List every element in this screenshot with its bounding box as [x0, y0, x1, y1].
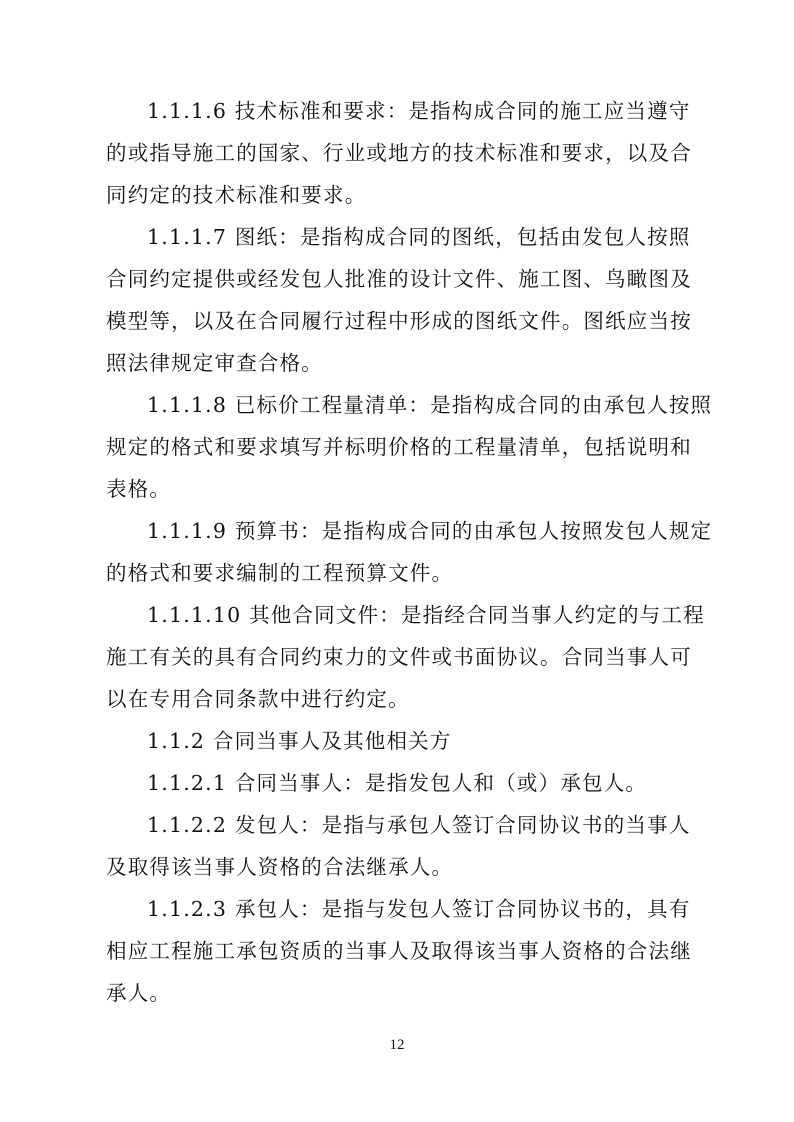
text-line: 1.1.2.1 合同当事人：是指发包人和（或）承包人。	[147, 771, 648, 795]
text-line: 1.1.1.7 图纸：是指构成合同的图纸，包括由发包人按照	[147, 225, 691, 249]
text-line: 表格。	[106, 477, 172, 501]
text-line: 1.1.1.10 其他合同文件：是指经合同当事人约定的与工程	[147, 603, 705, 627]
text-line: 规定的格式和要求填写并标明价格的工程量清单，包括说明和	[106, 435, 692, 459]
text-line: 施工有关的具有合同约束力的文件或书面协议。合同当事人可	[106, 645, 692, 669]
text-line: 及取得该当事人资格的合法继承人。	[106, 855, 454, 879]
text-line: 1.1.2.2 发包人：是指与承包人签订合同协议书的当事人	[147, 813, 691, 837]
text-line: 的或指导施工的国家、行业或地方的技术标准和要求，以及合	[106, 141, 692, 165]
clause-1-1-2-heading	[106, 720, 692, 762]
text-line: 1.1.1.8 已标价工程量清单：是指构成合同的由承包人按照	[147, 393, 713, 417]
document-body	[106, 90, 713, 1014]
text-line: 1.1.1.9 预算书：是指构成合同的由承包人按照发包人规定	[147, 519, 713, 543]
text-line: 合同约定提供或经发包人批准的设计文件、施工图、鸟瞰图及	[106, 267, 692, 291]
clause-1-1-1-8	[106, 384, 713, 510]
text-line: 同约定的技术标准和要求。	[106, 183, 367, 207]
text-line: 相应工程施工承包资质的当事人及取得该当事人资格的合法继	[106, 939, 692, 963]
text-line: 照法律规定审查合格。	[106, 351, 323, 375]
clause-1-1-1-6	[106, 90, 692, 216]
clause-1-1-1-9	[106, 510, 713, 594]
text-line: 的格式和要求编制的工程预算文件。	[106, 561, 454, 585]
text-line: 1.1.1.6 技术标准和要求：是指构成合同的施工应当遵守	[147, 99, 691, 123]
text-line: 承人。	[106, 981, 172, 1005]
text-line: 1.1.2.3 承包人：是指与发包人签订合同协议书的，具有	[147, 897, 691, 921]
text-line: 以在专用合同条款中进行约定。	[106, 687, 410, 711]
clause-1-1-2-3	[106, 888, 692, 1014]
clause-1-1-1-7	[106, 216, 692, 384]
section-heading: 1.1.2 合同当事人及其他相关方	[147, 729, 452, 753]
page-number: 12	[389, 1037, 405, 1053]
clause-1-1-2-1	[106, 762, 692, 804]
clause-1-1-1-10	[106, 594, 705, 720]
clause-1-1-2-2	[106, 804, 692, 888]
text-line: 模型等，以及在合同履行过程中形成的图纸文件。图纸应当按	[106, 309, 692, 333]
